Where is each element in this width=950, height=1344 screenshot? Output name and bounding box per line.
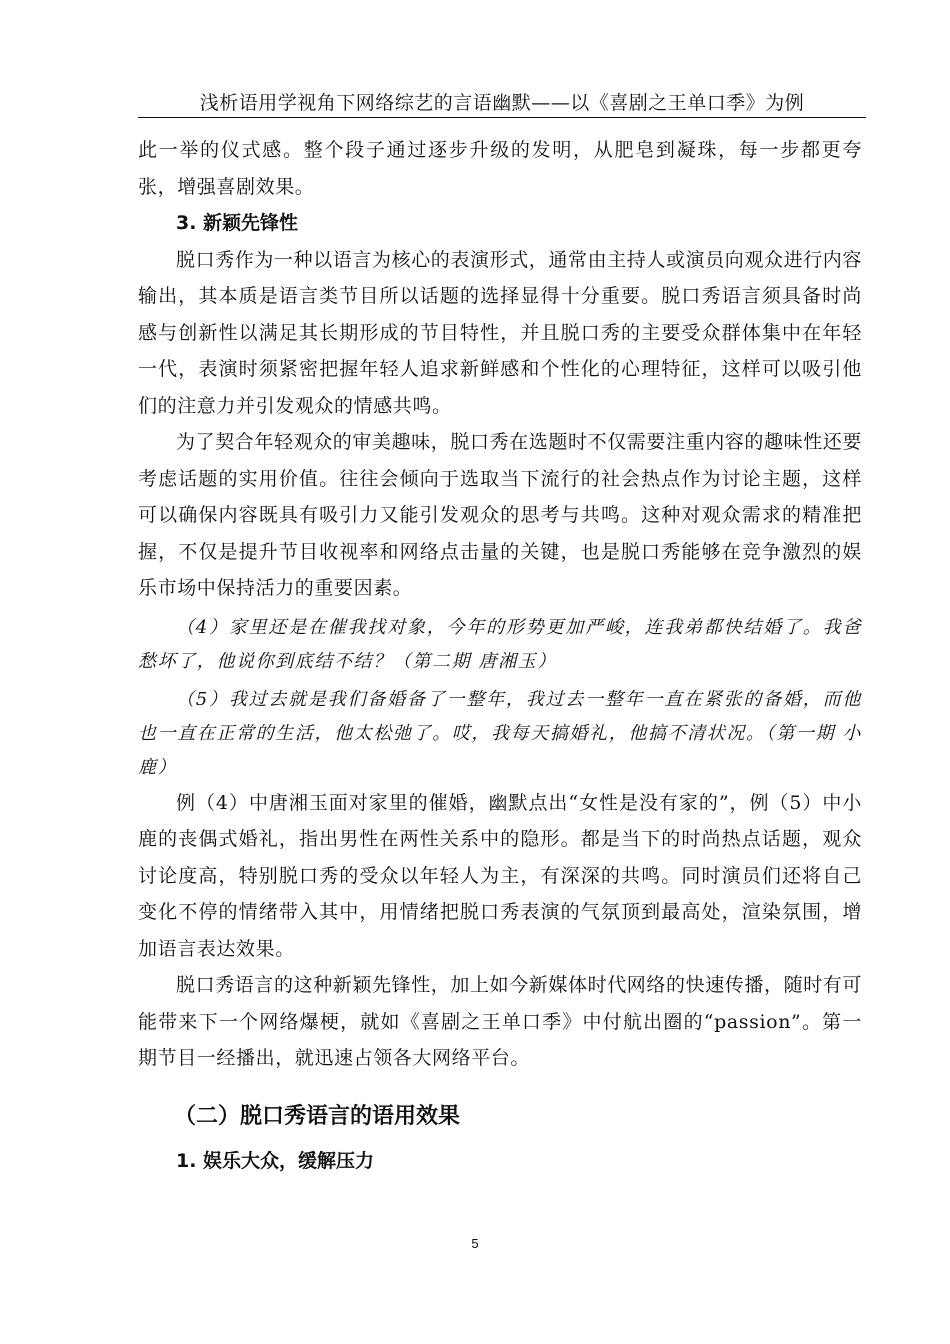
subheading-novelty: 3. 新颖先锋性	[176, 212, 299, 234]
example-quote-4: （4）家里还是在催我找对象，今年的形势更加严峻，连我弟都快结婚了。我爸愁坏了，他说你到底结不结？（第二期 唐湘玉）	[138, 616, 862, 672]
paragraph: 例（4）中唐湘玉面对家里的催婚，幽默点出“女性是没有家的”，例（5）中小鹿的丧偶式婚礼，指出男性在两性关系中的隐形。都是当下的时尚热点话题，观众讨论度高，特别脱口秀的受众以年轻人为主，有深深的共鸣。同时演员们还将自己变化不停的情绪带入其中，用情绪把脱口秀表演的气氛顶到最高处，渲染氛围，增加语言表达效果。	[138, 791, 862, 960]
header-divider	[138, 117, 866, 118]
page-body	[138, 132, 862, 1179]
running-header: 浅析语用学视角下网络综艺的言语幽默——以《喜剧之王单口季》为例	[199, 92, 805, 114]
page-number: 5	[471, 1236, 479, 1251]
paragraph: 脱口秀作为一种以语言为核心的表演形式，通常由主持人或演员向观众进行内容输出，其本质是语言类节目所以话题的选择显得十分重要。脱口秀语言须具备时尚感与创新性以满足其长期形成的节目特性，并且脱口秀的主要受众群体集中在年轻一代，表演时须紧密把握年轻人追求新鲜感和个性化的心理特征，这样可以吸引他们的注意力并引发观众的情感共鸣。	[138, 248, 863, 417]
example-quote-5: （5）我过去就是我们备婚备了一整年，我过去一整年一直在紧张的备婚，而他也一直在正常的生活，他太松弛了。哎，我每天搞婚礼，他搞不清状况。（第一期 小鹿）	[138, 688, 862, 778]
paragraph-continued: 此一举的仪式感。整个段子通过逐步升级的发明，从肥皂到凝珠，每一步都更夸张，增强喜剧效果。	[138, 139, 862, 198]
section-heading: （二）脱口秀语言的语用效果	[174, 1103, 461, 1129]
paragraph: 脱口秀语言的这种新颖先锋性，加上如今新媒体时代网络的快速传播，随时有可能带来下一个网络爆梗，就如《喜剧之王单口季》中付航出圈的“passion”。第一期节目一经播出，就迅速占领各大网络平台。	[138, 974, 863, 1069]
subheading-entertainment: 1. 娱乐大众，缓解压力	[176, 1149, 375, 1172]
paragraph: 为了契合年轻观众的审美趣味，脱口秀在选题时不仅需要注重内容的趣味性还要考虑话题的实用价值。往往会倾向于选取当下流行的社会热点作为讨论主题，这样可以确保内容既具有吸引力又能引发观众的思考与共鸣。这种对观众需求的精准把握，不仅是提升节目收视率和网络点击量的关键，也是脱口秀能够在竞争激烈的娱乐市场中保持活力的重要因素。	[138, 431, 863, 599]
